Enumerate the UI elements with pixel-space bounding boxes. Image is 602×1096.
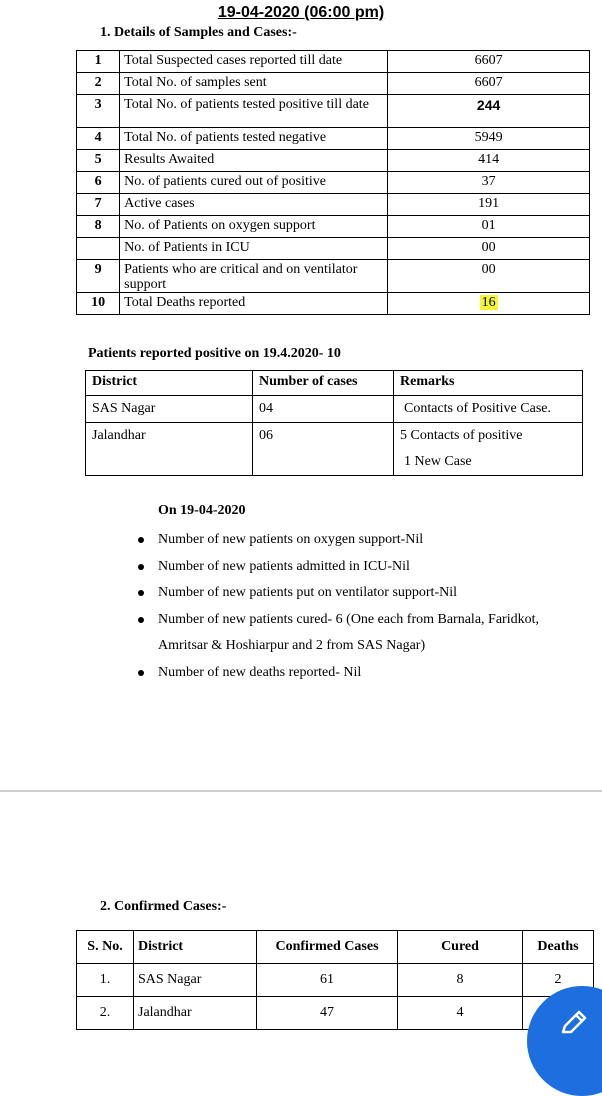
- district-cell: Jalandhar: [134, 997, 257, 1030]
- column-header: S. No.: [77, 931, 134, 964]
- table-row: [77, 73, 590, 95]
- row-label: Total No. of samples sent: [120, 73, 388, 95]
- cases-cell: 06: [253, 423, 394, 476]
- row-value: 00: [388, 238, 590, 260]
- table-row: [77, 216, 590, 238]
- row-label: Total Deaths reported: [120, 293, 388, 315]
- row-number: [77, 238, 120, 260]
- deaths-cell: 2: [523, 964, 594, 997]
- confirmed-cases-table: [76, 930, 594, 1030]
- positive-by-district-table: [85, 370, 583, 476]
- row-label: Active cases: [120, 194, 388, 216]
- row-label: Total No. of patients tested negative: [120, 128, 388, 150]
- table-header-row: [86, 371, 583, 396]
- row-label: No. of Patients on oxygen support: [120, 216, 388, 238]
- row-label: Results Awaited: [120, 150, 388, 172]
- table-header-row: [77, 931, 594, 964]
- remark-line: 1 New Case: [404, 454, 472, 469]
- sno-cell: 2.: [77, 997, 134, 1030]
- row-number: 8: [77, 216, 120, 238]
- table-row: [77, 51, 590, 73]
- cases-cell: 04: [253, 396, 394, 423]
- row-value: 414: [388, 150, 590, 172]
- district-cell: SAS Nagar: [86, 396, 253, 423]
- positive-cases-heading: Patients reported positive on 19.4.2020- 10: [88, 346, 341, 361]
- row-value: 6607: [388, 51, 590, 73]
- table-row: [86, 423, 583, 476]
- row-number: 4: [77, 128, 120, 150]
- row-number: 7: [77, 194, 120, 216]
- confirmed-cell: 47: [257, 997, 398, 1030]
- column-header: District: [134, 931, 257, 964]
- row-label: No. of Patients in ICU: [120, 238, 388, 260]
- list-item: Number of new patients on oxygen support-Nil: [136, 527, 576, 554]
- column-header: Confirmed Cases: [257, 931, 398, 964]
- section-confirmed-title: 2. Confirmed Cases:-: [100, 899, 227, 914]
- row-number: 1: [77, 51, 120, 73]
- total-deaths-highlight: 16: [481, 295, 496, 310]
- list-item: Number of new deaths reported- Nil: [136, 660, 576, 687]
- today-heading: On 19-04-2020: [158, 503, 246, 518]
- row-number: 3: [77, 95, 120, 128]
- remark-line: Contacts of Positive Case.: [404, 401, 551, 416]
- column-header: Cured: [398, 931, 523, 964]
- row-value: 01: [388, 216, 590, 238]
- confirmed-cell: 61: [257, 964, 398, 997]
- table-row: [77, 997, 594, 1030]
- row-value: 6607: [388, 73, 590, 95]
- row-label: Total Suspected cases reported till date: [120, 51, 388, 73]
- table-row: [77, 260, 590, 293]
- remark-line: 5 Contacts of positive: [400, 428, 523, 443]
- cured-cell: 8: [398, 964, 523, 997]
- table-row: [77, 150, 590, 172]
- column-header: Number of cases: [253, 371, 394, 396]
- table-row: [77, 172, 590, 194]
- pencil-edit-icon: [559, 1008, 589, 1038]
- section-samples-title: 1. Details of Samples and Cases:-: [100, 25, 297, 40]
- column-header: Remarks: [394, 371, 583, 396]
- row-value: 5949: [388, 128, 590, 150]
- today-bullet-list: [136, 527, 576, 686]
- table-row: [77, 128, 590, 150]
- list-item: Number of new patients admitted in ICU-Nil: [136, 554, 576, 581]
- cured-cell: 4: [398, 997, 523, 1030]
- list-item: Number of new patients put on ventilator support-Nil: [136, 580, 576, 607]
- sno-cell: 1.: [77, 964, 134, 997]
- remarks-cell: [394, 396, 583, 423]
- row-value: 244: [476, 97, 501, 113]
- row-label: No. of patients cured out of positive: [120, 172, 388, 194]
- row-label: Total No. of patients tested positive till date: [120, 95, 388, 128]
- row-number: 10: [77, 293, 120, 315]
- row-value: 00: [388, 260, 590, 293]
- report-date-title: 19-04-2020 (06:00 pm): [217, 4, 385, 21]
- column-header: District: [86, 371, 253, 396]
- row-value: 37: [388, 172, 590, 194]
- row-value: 191: [388, 194, 590, 216]
- row-number: 6: [77, 172, 120, 194]
- samples-cases-table: [76, 50, 590, 315]
- table-row: [77, 964, 594, 997]
- table-row: [77, 95, 590, 128]
- district-cell: Jalandhar: [86, 423, 253, 476]
- district-cell: SAS Nagar: [134, 964, 257, 997]
- table-row: [77, 194, 590, 216]
- row-label: Patients who are critical and on ventilator support: [120, 260, 388, 293]
- page-divider: [0, 790, 602, 792]
- table-row: [77, 238, 590, 260]
- list-item: Number of new patients cured- 6 (One each from Barnala, Faridkot, Amritsar & Hoshiarpur and 2 from SAS Nagar): [136, 607, 576, 660]
- row-number: 2: [77, 73, 120, 95]
- remarks-cell: [394, 423, 583, 476]
- table-row: [86, 396, 583, 423]
- row-number: 5: [77, 150, 120, 172]
- row-number: 9: [77, 260, 120, 293]
- column-header: Deaths: [523, 931, 594, 964]
- table-row: [77, 293, 590, 315]
